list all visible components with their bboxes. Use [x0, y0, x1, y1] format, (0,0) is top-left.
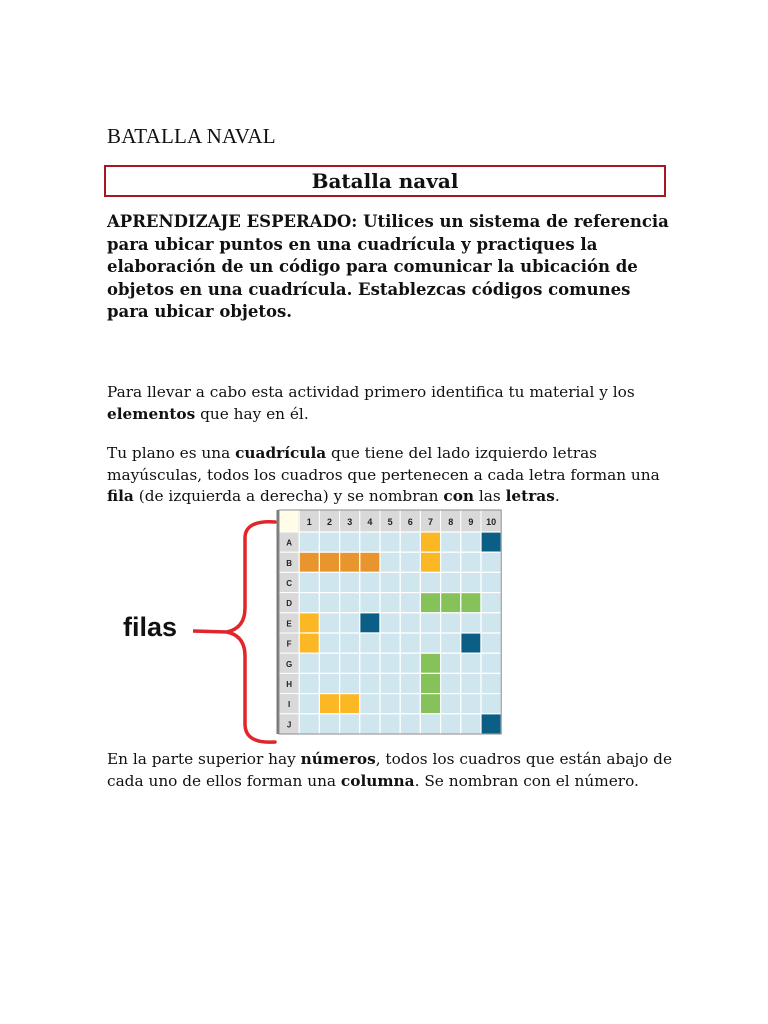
grid-cell: [360, 532, 380, 552]
grid-cell: [481, 593, 501, 613]
grid-cell: [441, 653, 461, 673]
grid-cell: [360, 653, 380, 673]
grid-cell: [360, 694, 380, 714]
grid-cell: [360, 714, 380, 734]
grid-cell: [461, 572, 481, 592]
grid-cell: [461, 714, 481, 734]
grid-cell: [400, 653, 420, 673]
grid-cell: [360, 633, 380, 653]
grid-cell-filled: [299, 613, 319, 633]
grid-cell: [400, 552, 420, 572]
grid-cell: [319, 673, 339, 693]
grid-cell: [340, 593, 360, 613]
grid-cell: [400, 633, 420, 653]
grid-cell: [461, 673, 481, 693]
grid-cell: [340, 673, 360, 693]
grid-cell: [380, 714, 400, 734]
row-label: B: [286, 558, 292, 568]
grid-cell-filled: [420, 593, 440, 613]
learning-text: Utilices un sistema de referencia para ubicar puntos en una cuadrícula y practiques la elaboración de un código para comunicar la ubicación de objetos en una cuadrícula. Establezcas códigos comunes para ubicar objetos.: [107, 212, 669, 321]
text: que tiene del lado izquierdo letras mayúsculas, todos los cuadros que pertenecen a cada letra forman una: [107, 444, 660, 484]
row-label: H: [286, 680, 292, 689]
grid-cell: [319, 572, 339, 592]
grid-cell: [461, 552, 481, 572]
column-label: 9: [468, 517, 474, 527]
learning-objective: [107, 211, 677, 324]
grid-cell: [319, 593, 339, 613]
column-label: 8: [448, 517, 454, 527]
grid-cell: [340, 572, 360, 592]
bold-term: columna: [340, 771, 415, 790]
grid-cell-filled: [319, 694, 339, 714]
column-label: 4: [367, 517, 373, 527]
paragraph-grid-columns: [107, 749, 675, 792]
grid-cell-filled: [461, 593, 481, 613]
grid-cell-filled: [420, 673, 440, 693]
text: Tu plano es una: [107, 444, 236, 462]
text: Para llevar a cabo esta actividad primero identifica tu material y los: [107, 383, 635, 401]
grid-cell: [299, 532, 319, 552]
grid-cell: [360, 673, 380, 693]
grid-cell: [400, 593, 420, 613]
grid-cell: [481, 633, 501, 653]
grid-cell: [380, 613, 400, 633]
grid-cell: [340, 653, 360, 673]
grid-cell: [400, 694, 420, 714]
row-label: J: [286, 720, 292, 730]
grid-cell: [299, 694, 319, 714]
grid-cell: [380, 653, 400, 673]
grid-cell: [319, 653, 339, 673]
grid-cell: [380, 694, 400, 714]
row-label: C: [286, 579, 292, 588]
grid-cell: [380, 593, 400, 613]
grid-cell: [380, 633, 400, 653]
column-label: 1: [306, 517, 312, 527]
grid-cell-filled: [461, 633, 481, 653]
column-label: 5: [387, 517, 393, 527]
grid-cell: [420, 633, 440, 653]
grid-cell: [481, 552, 501, 572]
grid-cell-filled: [481, 532, 501, 552]
grid-cell: [380, 572, 400, 592]
grid-cell-filled: [299, 633, 319, 653]
row-label: E: [286, 619, 292, 629]
grid-cell: [441, 633, 461, 653]
learning-label: APRENDIZAJE ESPERADO:: [107, 212, 358, 231]
grid-cell: [420, 572, 440, 592]
grid-cell: [299, 714, 319, 734]
text: En la parte superior hay: [107, 750, 301, 768]
document-title: BATALLA NAVAL: [107, 124, 276, 148]
grid-cell: [380, 552, 400, 572]
grid-cell: [400, 532, 420, 552]
grid-cell: [299, 653, 319, 673]
grid-cell-filled: [299, 552, 319, 572]
bold-term: números: [300, 750, 376, 768]
battleship-grid: [275, 508, 503, 748]
text: , todos los cuadros que están abajo de cada uno de ellos forman una: [107, 750, 673, 790]
section-title-box: [104, 165, 666, 197]
grid-cell-filled: [360, 552, 380, 572]
grid-cell: [441, 694, 461, 714]
grid-cell: [319, 613, 339, 633]
grid-cell: [441, 613, 461, 633]
grid-cell: [441, 714, 461, 734]
column-label: 2: [326, 517, 333, 527]
grid-cell: [400, 714, 420, 734]
row-label: D: [286, 599, 292, 609]
grid-cell-filled: [420, 552, 440, 572]
grid-cell-filled: [340, 694, 360, 714]
grid-cell: [461, 653, 481, 673]
grid-cell: [481, 673, 501, 693]
grid-cell-filled: [420, 694, 440, 714]
grid-cell: [400, 613, 420, 633]
grid-cell: [481, 613, 501, 633]
column-label: 6: [407, 517, 413, 527]
grid-cell-filled: [420, 532, 440, 552]
grid-cell: [481, 694, 501, 714]
grid-cell: [380, 673, 400, 693]
row-label: F: [286, 639, 292, 649]
grid-cell: [481, 653, 501, 673]
column-label: 10: [486, 517, 497, 527]
grid-cell: [360, 593, 380, 613]
grid-cell: [340, 714, 360, 734]
section-title: Batalla naval: [311, 169, 459, 193]
row-label: G: [285, 659, 293, 669]
grid-cell-filled: [441, 593, 461, 613]
bold-term: cuadrícula: [235, 444, 327, 462]
paragraph-material: [107, 382, 675, 425]
grid-cell: [340, 532, 360, 552]
column-label: 7: [427, 517, 434, 527]
filas-label: filas: [123, 612, 178, 642]
grid-cell: [380, 532, 400, 552]
grid-cell: [299, 673, 319, 693]
row-label: I: [287, 700, 291, 710]
grid-cell: [400, 673, 420, 693]
grid-cell: [420, 613, 440, 633]
grid-cell: [340, 613, 360, 633]
grid-cell: [441, 673, 461, 693]
grid-cell: [441, 532, 461, 552]
grid-cell: [400, 572, 420, 592]
grid-cell: [461, 532, 481, 552]
grid-cell: [360, 572, 380, 592]
grid-cell-filled: [360, 613, 380, 633]
bold-term: fila: [107, 487, 134, 505]
grid-cell: [461, 694, 481, 714]
column-label: 3: [347, 517, 353, 527]
grid-cell: [319, 532, 339, 552]
grid-cell: [299, 572, 319, 592]
grid-cell: [319, 633, 339, 653]
grid-cell: [441, 572, 461, 592]
grid-cell: [461, 613, 481, 633]
grid-cell-filled: [481, 714, 501, 734]
grid-cell-filled: [319, 552, 339, 572]
paragraph-grid-rows: [107, 443, 675, 508]
grid-cell: [340, 633, 360, 653]
grid-cell: [299, 593, 319, 613]
bold-term: letras: [505, 487, 555, 505]
bold-term: con: [443, 487, 475, 505]
text: .: [554, 487, 560, 505]
grid-cell-filled: [420, 653, 440, 673]
row-label: A: [286, 538, 292, 548]
text: que hay en él.: [195, 404, 309, 423]
grid-figure: [117, 508, 507, 748]
grid-cell: [319, 714, 339, 734]
grid-cell: [481, 572, 501, 592]
text: (de izquierda a derecha) y se nombran: [133, 487, 444, 505]
text: las: [474, 487, 506, 505]
text: . Se nombran con el número.: [414, 771, 639, 790]
grid-cell-filled: [340, 552, 360, 572]
grid-cell: [441, 552, 461, 572]
grid-corner: [279, 510, 299, 532]
bold-term: elementos: [107, 404, 196, 423]
grid-cell: [420, 714, 440, 734]
